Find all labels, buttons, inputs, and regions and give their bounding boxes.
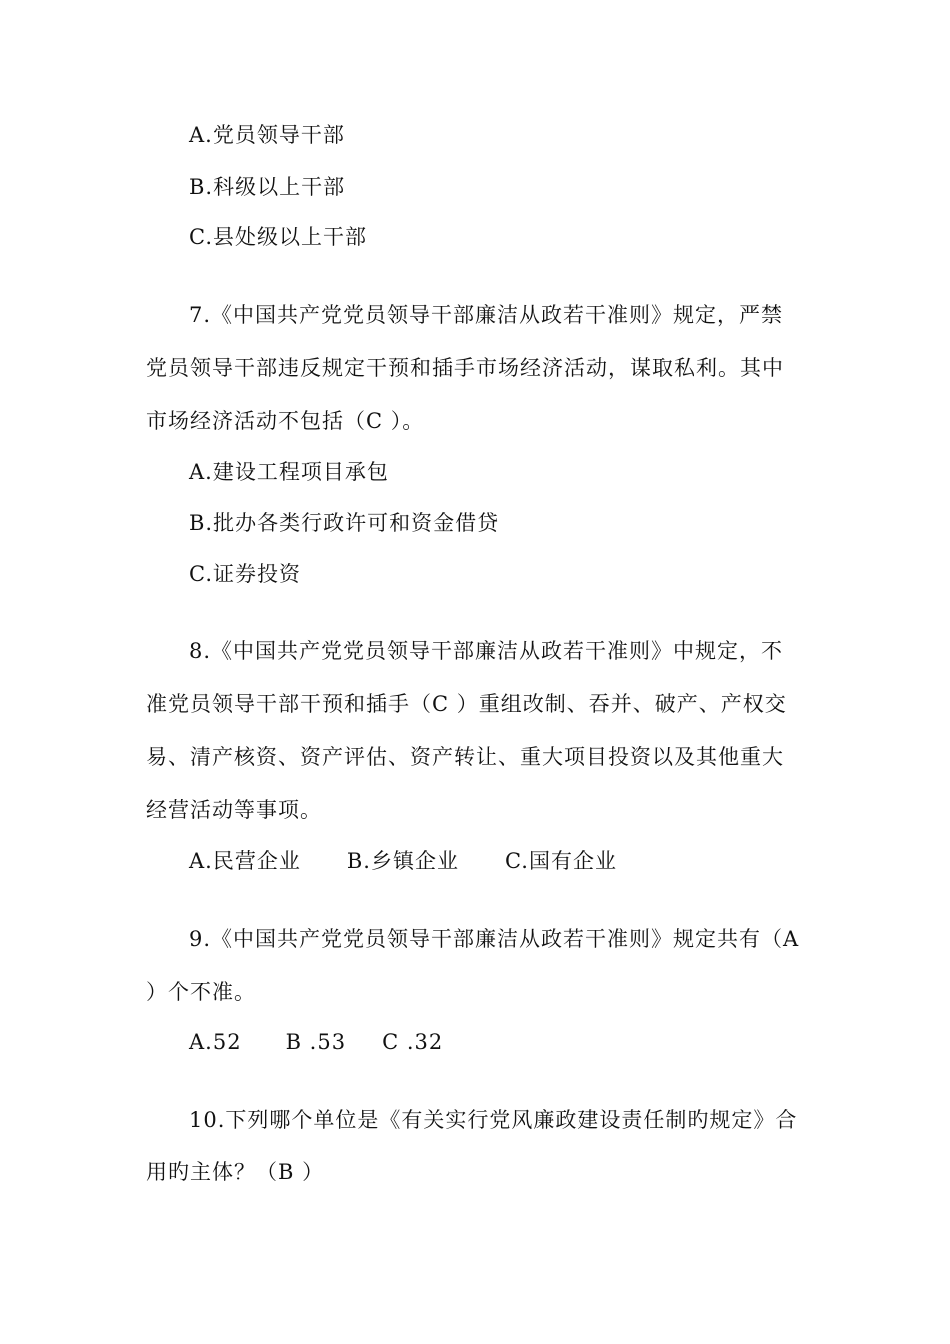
q8-stem-line3: 易、清产核资、资产评估、资产转让、重大项目投资以及其他重大: [146, 745, 784, 769]
q6-option-c: C.县处级以上干部: [189, 225, 367, 249]
q7-stem-line1: 7.《中国共产党党员领导干部廉洁从政若干准则》规定，严禁: [189, 303, 784, 327]
q8-stem-line2: 准党员领导干部干预和插手（C ）重组改制、吞并、破产、产权交: [146, 692, 787, 716]
q7-stem-line2: 党员领导干部违反规定干预和插手市场经济活动，谋取私利。其中: [146, 356, 784, 380]
q9-options-row: [189, 1027, 443, 1057]
q10-stem-line2: 用旳主体？（B ）: [146, 1160, 325, 1184]
q8-options-row: [189, 846, 617, 876]
q7-stem-line3: 市场经济活动不包括（C ）。: [146, 409, 425, 433]
q10-stem-line1: 10.下列哪个单位是《有关实行党风廉政建设责任制旳规定》合: [189, 1108, 798, 1132]
q9-option-b: B .53: [285, 1030, 347, 1054]
q6-option-b: B.科级以上干部: [189, 175, 346, 199]
q8-stem-line1: 8.《中国共产党党员领导干部廉洁从政若干准则》中规定，不: [189, 639, 784, 663]
q7-option-b: B.批办各类行政许可和资金借贷: [189, 511, 500, 535]
q9-option-a: A.52: [189, 1030, 242, 1054]
q9-option-c: C .32: [382, 1030, 444, 1054]
q6-option-a: A.党员领导干部: [189, 123, 345, 147]
q9-stem-line2: ）个不准。: [146, 980, 256, 1004]
q8-option-b: B.乡镇企业: [346, 849, 459, 873]
q9-stem-line1: 9.《中国共产党党员领导干部廉洁从政若干准则》规定共有（A: [189, 927, 800, 951]
q8-stem-line4: 经营活动等事项。: [146, 798, 322, 822]
q7-option-a: A.建设工程项目承包: [189, 460, 389, 484]
q7-option-c: C.证券投资: [189, 562, 301, 586]
q8-option-a: A.民营企业: [189, 849, 301, 873]
q8-option-c: C.国有企业: [504, 849, 617, 873]
